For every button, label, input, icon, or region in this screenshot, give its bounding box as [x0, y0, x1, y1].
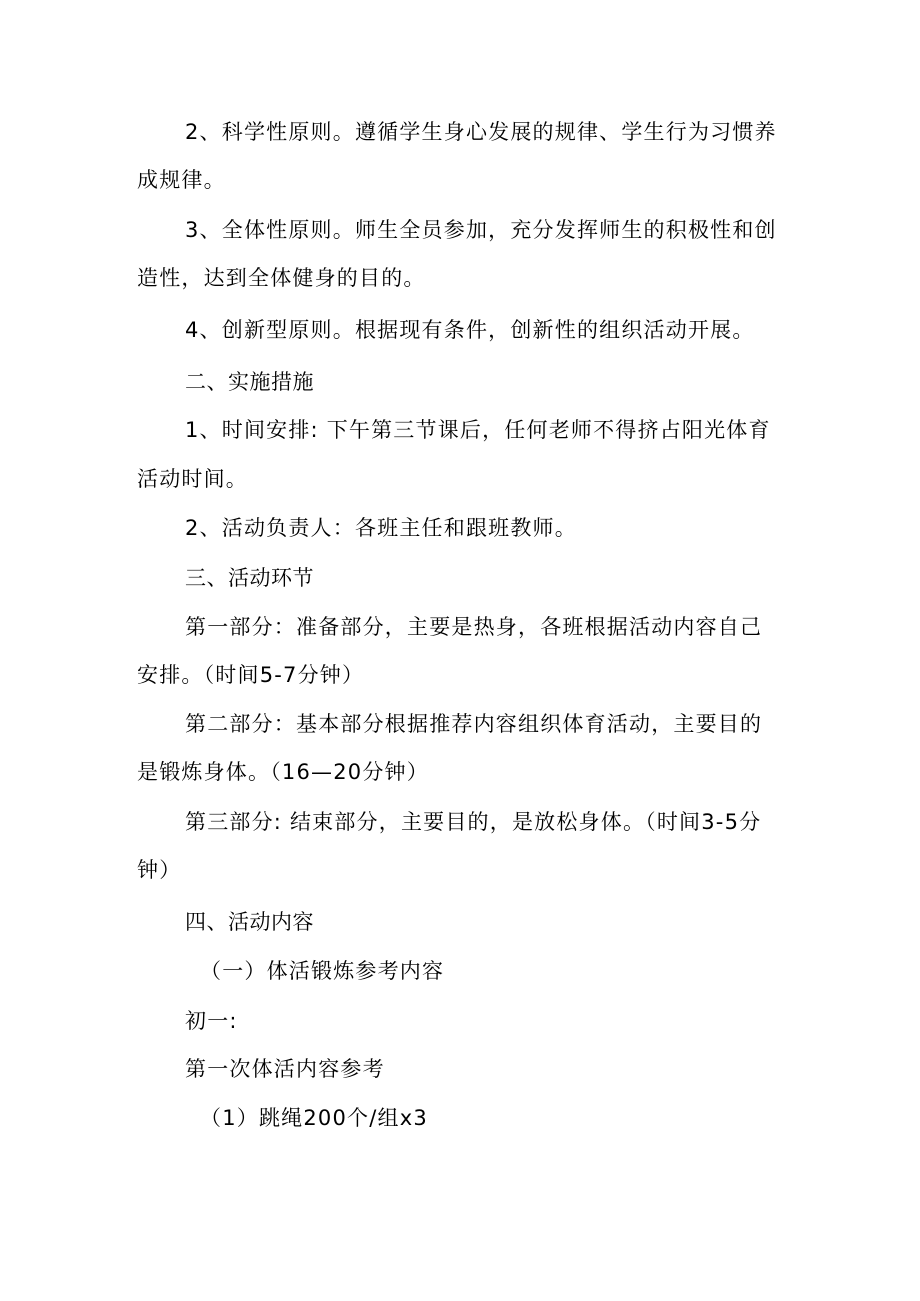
- measure-1-line-2: 活动时间。: [137, 467, 248, 491]
- part-1-line-2: 安排。（时间5-7分钟）: [137, 663, 365, 687]
- principle-3-line-1: 3、全体性原则。师生全员参加，充分发挥师生的积极性和创: [185, 218, 777, 242]
- measure-1-line-1: 1、时间安排: 下午第三节课后，任何老师不得挤占阳光体育: [185, 418, 771, 442]
- part-3-line-2: 钟）: [137, 858, 182, 882]
- subsection-heading: （一）体活锻炼参考内容: [200, 959, 445, 983]
- measure-2-line-1: 2、活动负责人：各班主任和跟班教师。: [185, 516, 577, 540]
- part-1-line-1: 第一部分：准备部分，主要是热身，各班根据活动内容自己: [185, 615, 763, 639]
- grade-label: 初一:: [185, 1009, 238, 1033]
- principle-3-line-2: 造性，达到全体健身的目的。: [137, 266, 426, 290]
- principle-2-line-2: 成规律。: [137, 168, 226, 192]
- section-heading-2: 二、实施措施: [185, 370, 314, 394]
- item-1: （1）跳绳200个/组x3: [200, 1106, 428, 1130]
- session-label: 第一次体活内容参考: [185, 1057, 385, 1081]
- part-2-line-1: 第二部分：基本部分根据推荐内容组织体育活动，主要目的: [185, 712, 763, 736]
- part-2-line-2: 是锻炼身体。（16—20分钟）: [137, 760, 429, 784]
- principle-4-line-1: 4、创新型原则。根据现有条件，创新性的组织活动开展。: [185, 318, 755, 342]
- principle-2-line-1: 2、科学性原则。遵循学生身心发展的规律、学生行为习惯养: [185, 120, 777, 144]
- section-heading-4: 四、活动内容: [185, 910, 314, 934]
- part-3-line-1: 第三部分: 结束部分，主要目的，是放松身体。（时间3-5分: [185, 810, 762, 834]
- section-heading-3: 三、活动环节: [185, 566, 314, 590]
